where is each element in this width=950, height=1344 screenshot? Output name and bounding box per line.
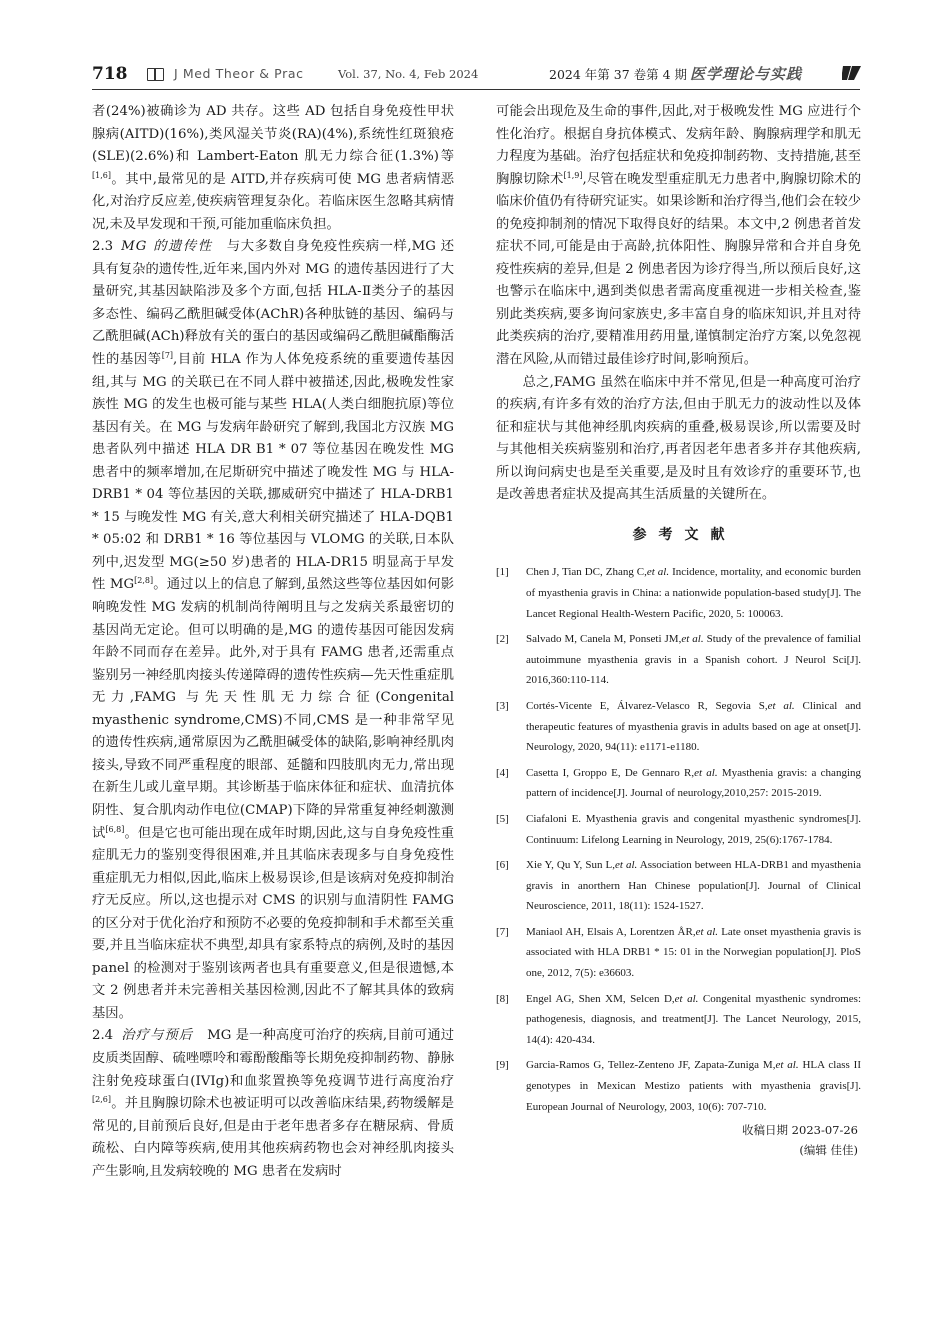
header-rule: [92, 89, 860, 90]
page-number: 718: [92, 64, 128, 84]
reference-item: [496, 629, 861, 691]
reference-body: Late onset myasthenia gravis is associated with HLA DRB1 * 15: 01 in the Norwegian population[J]. PloS one, 2012, 7(5): e36603.: [526, 925, 861, 980]
et-al: et al.: [681, 633, 704, 646]
citation: [1,9]: [563, 170, 583, 180]
text-run: 者(24%)被确诊为 AD 共存。这些 AD 包括自身免疫性甲状腺病(AITD)(16%),类风湿关节炎(RA)(4%),系统性红斑狼疮(SLE)(2.6%)和 Lambert-Eaton 肌无力综合征(1.3%)等: [92, 104, 454, 165]
reference-authors: Ciafaloni E. Myasthenia gravis and congenital myasthenic syndromes[J]. Continuum: Lifelong Learning in Neurology, 2019, 25(6):1767-1784.: [526, 812, 861, 846]
reference-number: [5]: [496, 812, 509, 825]
text-run: 。通过以上的信息了解到,虽然这些等位基因如何影响晚发性 MG 发病的机制尚待阐明且与之发病关系最密切的基因尚无定论。但可以明确的是,MG 的遗传基因可能因发病年龄不同而存在差异。此外,对于具有 FAMG 患者,还需重点鉴别另一神经肌肉接头传递障碍的遗传性疾病—先天性重症肌无力,FAMG 与先天性肌无力综合征(Congenital myasthenic syndrome,CMS)不同,CMS 是一种非常罕见的遗传性疾病,通常原因为乙酰胆碱受体的缺陷,影响神经肌肉接头,导致不同严重程度的眼部、延髓和四肢肌肉无力,常出现在新生儿或儿童早期。其诊断基于临床体征和症状、血清抗体阴性、复合肌肉动作电位(CMAP)下降的异常重复神经刺激测试: [92, 577, 454, 841]
reference-number: [7]: [496, 925, 509, 938]
journal-logo-icon: [842, 63, 862, 83]
text-run: 与大多数自身免疫性疾病一样,MG 还具有复杂的遗传性,近年来,国内外对 MG 的遗传基因进行了大量研究,其基因缺陷涉及多个方面,包括 HLA-Ⅱ类分子的基因多态性、编码乙酰胆碱受体(AChR)各种肽链的基因、编码与乙酰胆碱(ACh)释放有关的蛋白的基因或编码乙酰胆碱酯酶活性的基因等: [92, 239, 454, 368]
editor-note: (编辑 佳佳): [799, 1143, 858, 1158]
reference-body: Congenital myasthenic syndromes: pathogenesis, diagnosis, and treatment[J]. The Lancet Neurology, 2015, 14(4): 420-434.: [526, 992, 861, 1046]
reference-body: Myasthenia gravis: a changing pattern of incidence[J]. Journal of neurology,2010,257: 2015-2019.: [526, 766, 861, 800]
reference-item: [496, 696, 861, 758]
section-number: 2.4: [92, 1028, 114, 1044]
conclusion-paragraph: 总之,FAMG 虽然在临床中并不常见,但是一种高度可治疗的疾病,有许多有效的治疗方法,但由于肌无力的波动性以及体征和症状与其他神经肌肉疾病的重叠,极易误诊,所以需要及时与其他相关疾病鉴别和治疗,再者因老年患者多并存其他疾病,所以询问病史也是至关重要,是及时且有效诊疗的重要环节,也是改善患者症状及提高其生活质量的关键所在。: [496, 374, 861, 503]
citation: [6,8]: [105, 824, 125, 834]
reference-authors: Salvado M, Canela M, Ponseti JM,: [526, 633, 682, 646]
text-run: 。并且胸腺切除术也被证明可以改善临床结果,药物缓解是常见的,目前预后良好,但是由于老年患者多存在糖尿病、骨质疏松、白内障等疾病,使用其他疾病药物也会对神经肌肉接头产生影响,且发病较晚的 MG 患者在发病时: [92, 1096, 454, 1179]
reference-item: [496, 922, 861, 984]
citation: [2,6]: [92, 1095, 111, 1105]
text-run: 。其中,最常见的是 AITD,并存疾病可使 MG 患者病情恶化,对治疗反应差,使疾病管理复杂化。若临床医生忽略其病情况,未及早发现和干预,可能加重临床负担。: [92, 171, 454, 232]
section-2-3: [92, 236, 454, 1025]
text-run: ,目前 HLA 作为人体免疫系统的重要遗传基因组,其与 MG 的关联已在不同人群中被描述,因此,极晚发性家族性 MG 的发生也极可能与某些 HLA(人类白细胞抗原)等位基因有关。在 MG 与发病年龄研究了解到,我国北方汉族 MG 患者队列中描述 HLA DR B1 * 07 等位基因在晚发性 MG 患者中的频率增加,在尼斯研究中描述了晚发性 MG 与 HLA-DRB1 * 04 等位基因的关联,挪威研究中描述了 HLA-DRB1 * 15 与晚发性 MG 有关,意大利相关研究描述了 HLA-DQB1 * 05:02 和 DRB1 * 16 等位基因与 VLOMG 的关联,日本队列中,迟发型 MG(≥50 岁)患者的 HLA-DR15 明显高于早发性 MG: [92, 352, 454, 593]
text-run: 。但是它也可能出现在成年时期,因此,这与自身免疫性重症肌无力的鉴别变得很困难,并且其临床表现多与自身免疫性重症肌无力相似,因此,临床上极易误诊,但是该病对免疫抑制治疗无反应。所以,这也提示对 CMS 的识别与血清阴性 FAMG 的区分对于优化治疗和预防不必要的免疫抑制和手术都至关重要,并且当临床症状不典型,却具有家系特点的病例,及时的基因 panel 的检测对于鉴别该两者也具有重要意义,但是很遗憾,本文 2 例患者并未完善相关基因检测,因此不了解其具体的致病基因。: [92, 825, 455, 1021]
references-heading: 参考文献: [632, 526, 737, 543]
et-al: et al.: [694, 766, 718, 779]
reference-authors: Cortés-Vicente E, Álvarez-Velasco R, Segovia S,: [526, 699, 768, 712]
reference-authors: Garcia-Ramos G, Tellez-Zenteno JF, Zapata-Zuniga M,: [526, 1059, 776, 1072]
reference-item: [496, 855, 861, 917]
text-run: ,尽管在晚发型重症肌无力患者中,胸腺切除术的临床价值仍有待研究证实。如果诊断和治疗得当,他们会在较少的免疫抑制剂的情况下取得良好的结果。本文中,2 例患者首发症状不同,可能是由于高龄,抗体阳性、胸腺异常和合并自身免疫性疾病的差异,但是 2 例患者因为诊疗得当,所以预后良好,这也警示在临床中,遇到类似患者需高度重视进一步相关检查,鉴别此类疾病,要多询问家族史,多丰富自身的临床知识,并且对待此类疾病的治疗,要精准用药用量,谨慎制定治疗方案,以免忽视潜在风险,从而错过最佳诊疗时间,影响预后。: [496, 171, 862, 368]
text-run: 可能会出现危及生命的事件,因此,对于极晚发性 MG 应进行个性化治疗。根据自身抗体模式、发病年龄、胸腺病理学和肌无力程度为基础。治疗包括症状和免疫抑制药物、支持措施,甚至胸腺切除术: [496, 104, 861, 187]
et-al: et al.: [767, 699, 795, 712]
journal-name-cn: 医学理论与实践: [690, 65, 803, 83]
volume-issue-en: Vol. 37, No. 4, Feb 2024: [338, 67, 479, 81]
paragraph: [92, 101, 454, 236]
reference-item: [496, 763, 861, 804]
citation: [7]: [161, 351, 174, 361]
reference-item: [496, 989, 861, 1051]
book-icon: [147, 68, 164, 81]
reference-body: HLA class II genotypes in Mexican Mestizo patients with myasthenia gravis[J]. European Journal of Neurology, 2003, 10(6): 707-710.: [526, 1059, 861, 1113]
reference-authors: Maniaol AH, Elsais A, Lorentzen ÅR,: [526, 925, 696, 938]
reference-authors: Xie Y, Qu Y, Sun L,: [526, 859, 615, 872]
section-title: MG 的遗传性: [121, 239, 213, 255]
right-column: [496, 101, 861, 1160]
citation: [1,6]: [92, 170, 111, 180]
left-column: [92, 101, 454, 1183]
citation: [2,8]: [134, 576, 154, 586]
reference-body: Clinical and therapeutic features of myasthenia gravis in adults based on age at onset[J]. Neurology, 2020, 94(11): e1171-e1180.: [526, 699, 862, 754]
reference-number: [2]: [496, 633, 509, 646]
et-al: et al.: [646, 566, 670, 579]
reference-authors: Casetta I, Groppo E, De Gennaro R,: [526, 766, 695, 779]
running-header: [92, 62, 860, 92]
et-al: et al.: [695, 925, 719, 938]
paragraph: [496, 101, 861, 372]
reference-number: [3]: [496, 699, 509, 712]
reference-number: [8]: [496, 992, 509, 1005]
reference-body: Association between HLA-DRB1 and myasthenia gravis in anorthern Han Chinese population[J]. Journal of Clinical Neuroscience, 2011, 18(11): 1524-1527.: [526, 859, 861, 913]
reference-number: [1]: [496, 566, 509, 579]
text-run: MG 是一种高度可治疗的疾病,目前可通过皮质类固醇、硫唑嘌呤和霉酚酸酯等长期免疫抑制药物、静脉注射免疫球蛋白(IVIg)和血浆置换等免疫调节进行高度治疗: [92, 1028, 454, 1089]
volume-issue-cn: 2024 年第 37 卷第 4 期: [549, 67, 688, 82]
reference-item: [496, 809, 861, 850]
reference-number: [4]: [496, 766, 509, 779]
section-title: 治疗与预后: [121, 1028, 194, 1044]
et-al: et al.: [775, 1059, 799, 1072]
et-al: et al.: [614, 859, 638, 872]
reference-item: [496, 562, 861, 624]
reference-body: Study of the prevalence of familial autoimmune myasthenia gravis in a Spanish cohort. J Neurol Sci[J]. 2016,360:110-114.: [526, 633, 861, 687]
et-al: et al.: [674, 992, 699, 1005]
journal-name-en: J Med Theor & Prac: [174, 66, 304, 81]
reference-item: [496, 1055, 861, 1117]
section-number: 2.3: [92, 239, 114, 255]
section-2-4: [92, 1025, 454, 1183]
reference-list: [496, 562, 861, 1117]
reference-authors: Engel AG, Shen XM, Selcen D,: [526, 992, 675, 1005]
reference-number: [9]: [496, 1059, 509, 1072]
received-date: 收稿日期 2023-07-26: [742, 1123, 858, 1138]
reference-authors: Chen J, Tian DC, Zhang C,: [526, 566, 647, 579]
reference-number: [6]: [496, 859, 509, 872]
reference-body: Incidence, mortality, and economic burden of myasthenia gravis in China: a nationwide population-based study[J]. The Lancet Regional Health-Western Pacific, 2020, 5: 100063.: [526, 566, 861, 620]
